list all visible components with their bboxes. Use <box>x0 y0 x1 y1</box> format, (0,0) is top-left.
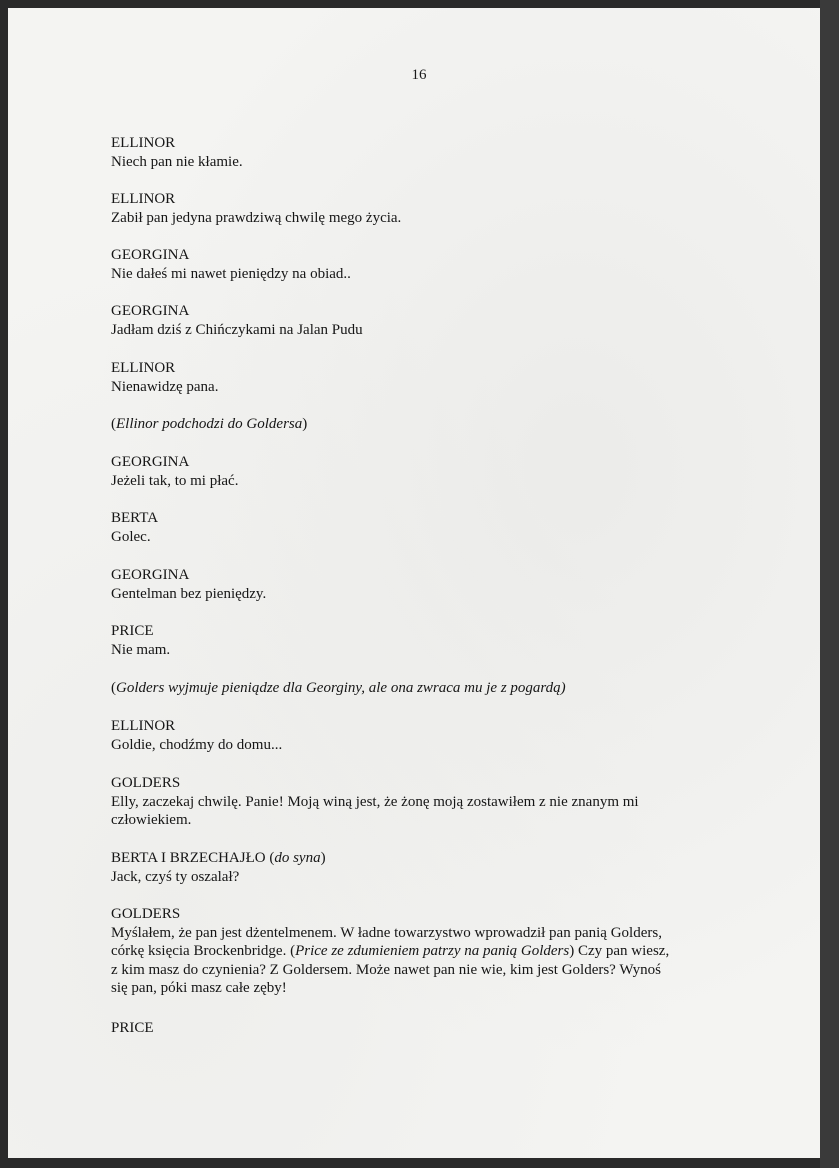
dialogue-entry <box>111 905 771 998</box>
speaker-name: GOLDERS <box>111 906 181 922</box>
dialogue-line: z kim masz do czynienia? Z Goldersem. Może nawet pan nie wie, kim jest Golders? Wynoś <box>111 961 661 978</box>
dialogue-entry <box>111 359 731 396</box>
dialogue-line: Goldie, chodźmy do domu... <box>111 736 283 753</box>
stage-direction-text: Ellinor podchodzi do Goldersa <box>116 416 303 432</box>
stage-direction <box>111 415 731 434</box>
dialogue-entry <box>111 849 731 886</box>
dialogue-text: córkę księcia Brockenbridge. ( <box>111 943 296 959</box>
speaker-name: ELLINOR <box>111 191 176 207</box>
paren-close: ) <box>320 850 326 866</box>
stage-direction <box>111 679 731 698</box>
speaker-name: GOLDERS <box>111 775 181 791</box>
scan-edge <box>820 0 839 1168</box>
dialogue-line <box>111 942 771 961</box>
paren-close: ) <box>302 416 308 432</box>
dialogue-line: Elly, zaczekaj chwilę. Panie! Moją winą jest, że żonę moją zostawiłem z nie znanym mi <box>111 793 639 810</box>
dialogue-line: Jadłam dziś z Chińczykami na Jalan Pudu <box>111 321 363 338</box>
dialogue-entry <box>111 622 731 659</box>
stage-direction-text: Golders wyjmuje pieniądze dla Georginy, ale ona zwraca mu je z pogardą) <box>116 680 566 696</box>
dialogue-line: Myślałem, że pan jest dżentelmenem. W ładne towarzystwo wprowadził pan panią Golders, <box>111 924 662 941</box>
speaker-name: PRICE <box>111 623 154 639</box>
speaker-name: GEORGINA <box>111 454 190 470</box>
speaker-name <box>111 849 731 868</box>
dialogue-entry <box>111 509 731 546</box>
speaker-name: GEORGINA <box>111 567 190 583</box>
dialogue-line: Zabił pan jedyna prawdziwą chwilę mego życia. <box>111 209 402 226</box>
inline-stage-direction: Price ze zdumieniem patrzy na panią Golders <box>295 943 570 959</box>
page-number: 16 <box>411 67 427 83</box>
dialogue-line: Jeżeli tak, to mi płać. <box>111 472 239 489</box>
dialogue-line: się pan, póki masz całe zęby! <box>111 980 287 996</box>
dialogue-entry <box>111 134 731 171</box>
dialogue-line: Gentelman bez pieniędzy. <box>111 585 267 602</box>
dialogue-entry <box>111 190 731 227</box>
speaker-note: do syna <box>274 850 321 866</box>
dialogue-entry <box>111 774 751 830</box>
speaker-name: GEORGINA <box>111 247 190 263</box>
dialogue-text: ) Czy pan wiesz, <box>569 943 670 959</box>
speaker-name-text: BERTA I BRZECHAJŁO <box>111 850 266 866</box>
speaker-name: PRICE <box>111 1020 154 1036</box>
dialogue-line: człowiekiem. <box>111 812 192 828</box>
speaker-name: ELLINOR <box>111 360 176 376</box>
speaker-name: ELLINOR <box>111 718 176 734</box>
paren-open: ( <box>269 850 275 866</box>
dialogue-entry <box>111 246 731 283</box>
speaker-name: BERTA <box>111 510 159 526</box>
dialogue-line: Niech pan nie kłamie. <box>111 153 243 170</box>
dialogue-line: Nienawidzę pana. <box>111 378 219 395</box>
dialogue-entry <box>111 453 731 490</box>
dialogue-line: Jack, czyś ty oszalał? <box>111 868 240 885</box>
dialogue-line: Golec. <box>111 528 151 545</box>
dialogue-entry <box>111 717 731 754</box>
paren-open: ( <box>111 680 116 696</box>
dialogue-entry <box>111 566 731 603</box>
speaker-name: GEORGINA <box>111 303 190 319</box>
dialogue-line: Nie mam. <box>111 641 171 658</box>
dialogue-line: Nie dałeś mi nawet pieniędzy na obiad.. <box>111 265 351 282</box>
speaker-name: ELLINOR <box>111 135 176 151</box>
dialogue-entry <box>111 302 731 339</box>
document-page <box>8 8 820 1158</box>
dialogue-entry <box>111 1019 731 1038</box>
paren-open: ( <box>111 416 116 432</box>
